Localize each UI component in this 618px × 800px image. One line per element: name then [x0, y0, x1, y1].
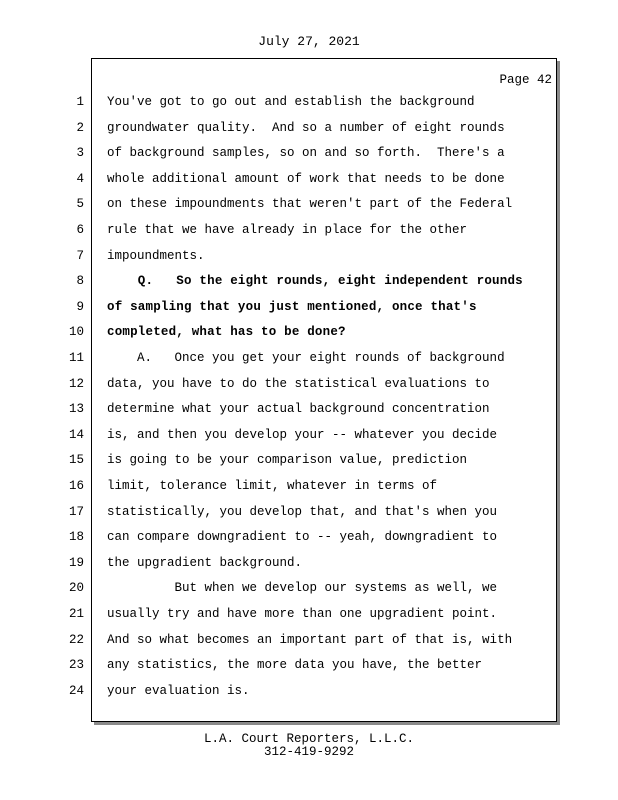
transcript-line: limit, tolerance limit, whatever in terms of	[107, 479, 438, 493]
line-number: 14	[68, 428, 84, 442]
transcript-line: on these impoundments that weren't part of the Federal	[107, 197, 513, 211]
transcript-line: impoundments.	[107, 249, 205, 263]
transcript-line: groundwater quality. And so a number of eight rounds	[107, 121, 505, 135]
transcript-line: your evaluation is.	[107, 684, 250, 698]
transcript-line: is, and then you develop your -- whatever you decide	[107, 428, 498, 442]
transcript-line: Q. So the eight rounds, eight independent rounds	[107, 274, 523, 288]
transcript-line: statistically, you develop that, and that's when you	[107, 505, 498, 519]
transcript-line: A. Once you get your eight rounds of background	[107, 351, 505, 365]
transcript-line: of sampling that you just mentioned, once that's	[107, 300, 477, 314]
line-number: 9	[76, 300, 84, 314]
line-number: 23	[68, 658, 84, 672]
transcript-line: whole additional amount of work that needs to be done	[107, 172, 505, 186]
transcript-line: is going to be your comparison value, prediction	[107, 453, 468, 467]
transcript-line: the upgradient background.	[107, 556, 303, 570]
transcript-line: You've got to go out and establish the background	[107, 95, 475, 109]
transcript-line: of background samples, so on and so forth. There's a	[107, 146, 505, 160]
line-number: 15	[68, 453, 84, 467]
line-number: 2	[76, 121, 84, 135]
transcript-line: data, you have to do the statistical evaluations to	[107, 377, 490, 391]
line-number: 5	[76, 197, 84, 211]
line-number: 6	[76, 223, 84, 237]
line-number: 17	[68, 505, 84, 519]
line-number: 19	[68, 556, 84, 570]
transcript-line: usually try and have more than one upgradient point.	[107, 607, 498, 621]
transcript-line: rule that we have already in place for the other	[107, 223, 468, 237]
transcript-date: July 27, 2021	[258, 34, 360, 49]
line-number: 24	[68, 684, 84, 698]
line-number: 1	[76, 95, 84, 109]
line-number: 21	[68, 607, 84, 621]
transcript-line: determine what your actual background concentration	[107, 402, 490, 416]
line-number: 20	[68, 581, 84, 595]
line-number: 3	[76, 146, 84, 160]
line-number: 8	[76, 274, 84, 288]
reporter-phone: 312-419-9292	[263, 745, 354, 759]
line-number: 4	[76, 172, 84, 186]
reporter-footer	[0, 733, 618, 759]
page-number: Page 42	[499, 73, 552, 87]
transcript-line: And so what becomes an important part of that is, with	[107, 633, 513, 647]
line-number: 10	[68, 325, 84, 339]
transcript-line: completed, what has to be done?	[107, 325, 346, 339]
line-number: 13	[68, 402, 84, 416]
transcript-line: can compare downgradient to -- yeah, downgradient to	[107, 530, 498, 544]
line-number: 16	[68, 479, 84, 493]
transcript-line: any statistics, the more data you have, the better	[107, 658, 483, 672]
line-number: 18	[68, 530, 84, 544]
line-number: 11	[68, 351, 84, 365]
transcript-line: But when we develop our systems as well, we	[107, 581, 498, 595]
line-number: 12	[68, 377, 84, 391]
line-number: 22	[68, 633, 84, 647]
reporter-company: L.A. Court Reporters, L.L.C.	[203, 732, 415, 746]
line-number: 7	[76, 249, 84, 263]
